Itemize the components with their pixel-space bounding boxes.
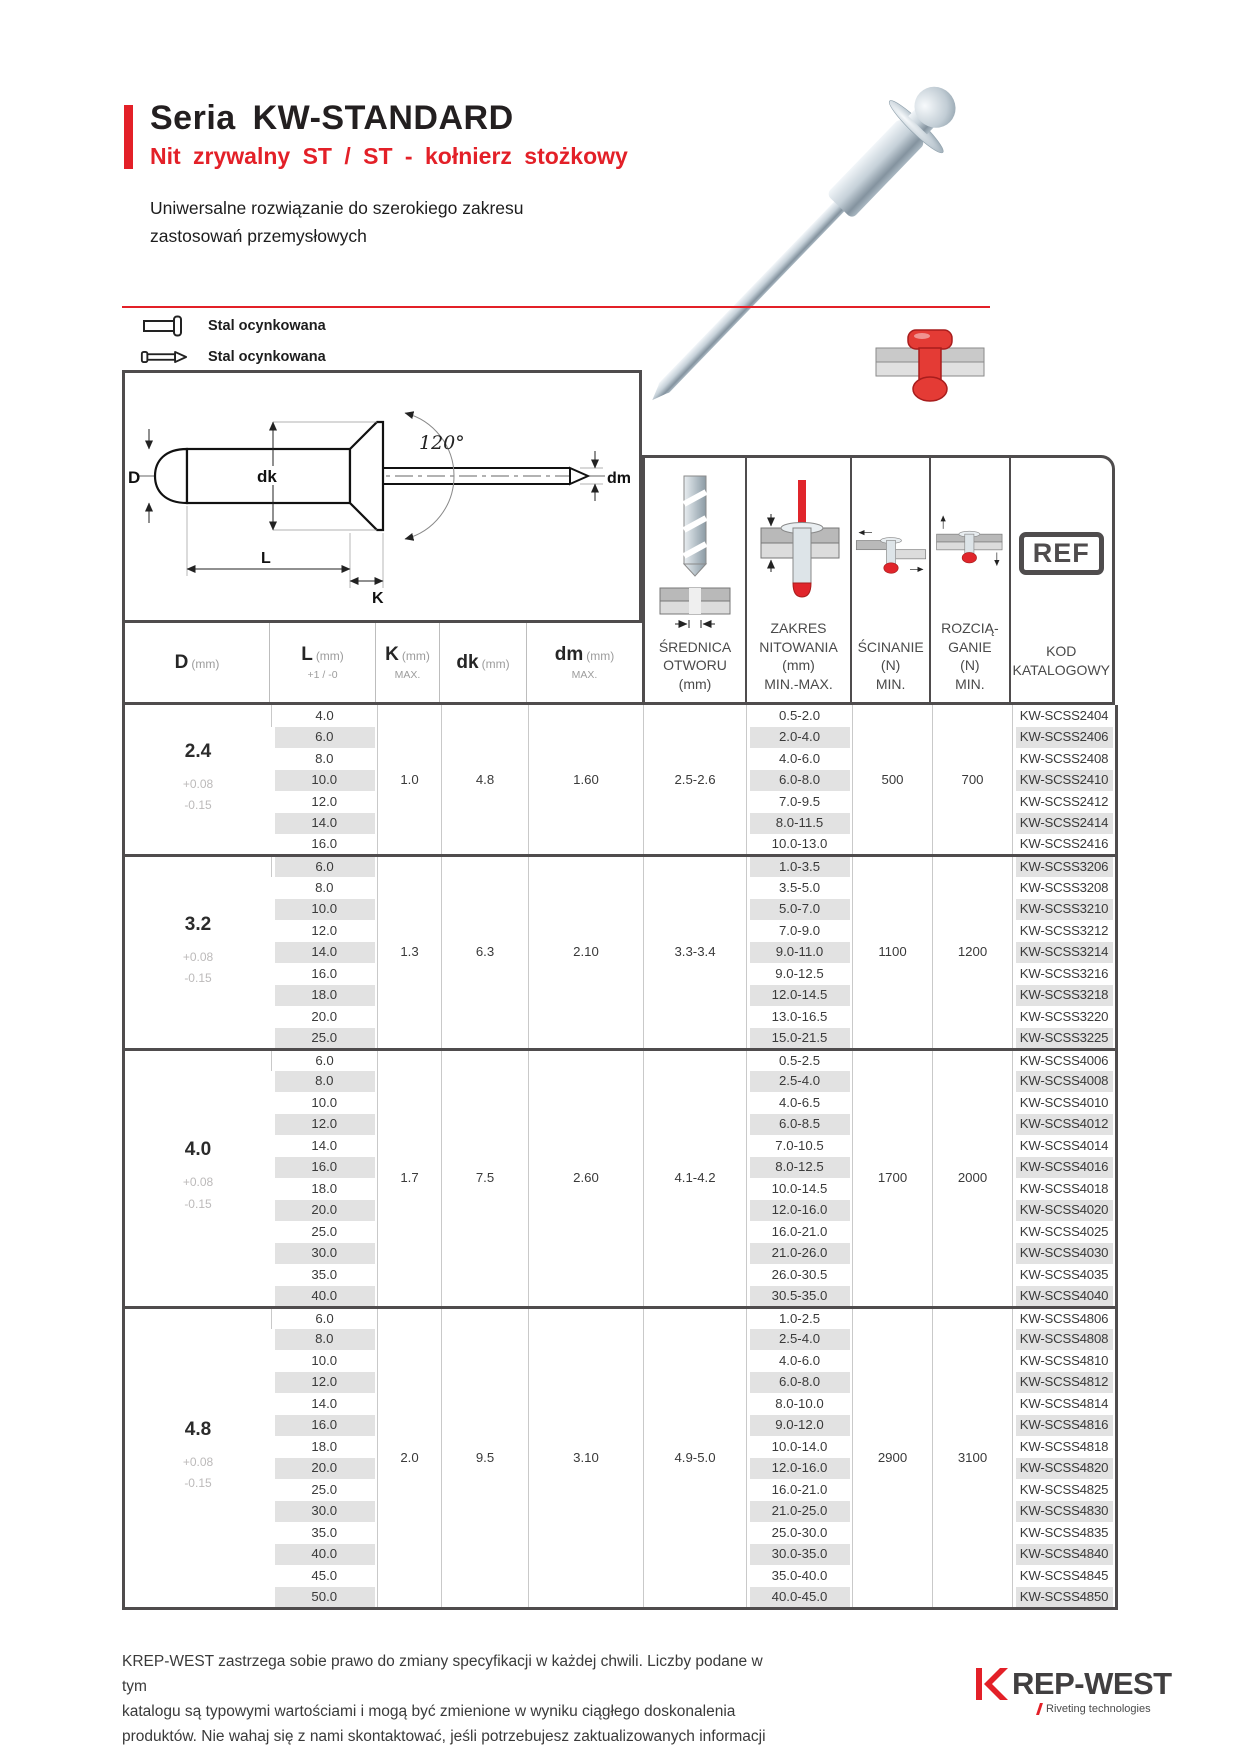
- cell-catalog-code: KW-SCSS4010: [1013, 1092, 1117, 1114]
- cell-dk: 9.5: [442, 1307, 529, 1608]
- cell-length: 10.0: [311, 1352, 338, 1368]
- cell-catalog-code: KW-SCSS2414: [1013, 813, 1117, 835]
- cell-length: 16.0: [311, 965, 338, 981]
- header-dm: dm (mm) MAX.: [554, 644, 615, 681]
- cell-grip-range: 2.5-4.0: [747, 1071, 853, 1093]
- cell-grip-range: 35.0-40.0: [747, 1565, 853, 1587]
- cell-grip-range: 9.0-12.0: [747, 1415, 853, 1437]
- cell-length: 12.0: [311, 793, 338, 809]
- spec-row: [124, 1307, 1117, 1329]
- diameter-value: 2.4: [184, 740, 212, 762]
- header-catalog-code-label: KOD KATALOGOWY: [1012, 643, 1110, 678]
- cell-grip-range: 10.0-14.5: [747, 1178, 853, 1200]
- cell-grip-range: 4.0-6.0: [747, 1350, 853, 1372]
- cell-catalog-code: KW-SCSS4030: [1013, 1243, 1117, 1265]
- cell-length: 6.0: [272, 856, 378, 878]
- cell-grip-range: 9.0-11.0: [747, 942, 853, 964]
- tolerance-minus: -0.15: [184, 1476, 212, 1491]
- cell-catalog-code: KW-SCSS4825: [1013, 1479, 1117, 1501]
- spec-table-grid: [122, 705, 1118, 1610]
- cell-dm: 2.10: [529, 856, 644, 1050]
- cell-length: 10.0: [272, 770, 378, 792]
- dim-label-l: L: [261, 550, 271, 567]
- spec-table: [122, 370, 1115, 1610]
- cell-catalog-code: KW-SCSS3208: [1013, 877, 1117, 899]
- cell-length: 4.0: [272, 705, 378, 727]
- cell-grip-range: 25.0-30.0: [747, 1522, 853, 1544]
- cell-catalog-code: KW-SCSS4830: [1013, 1501, 1117, 1523]
- cell-grip-range: 3.5-5.0: [747, 877, 853, 899]
- cell-length: 25.0: [311, 1223, 338, 1239]
- cell-length: 16.0: [311, 836, 338, 852]
- cell-tensile: 3100: [933, 1307, 1013, 1608]
- cell-length: 8.0: [315, 879, 334, 895]
- cell-length: 10.0: [311, 1094, 338, 1110]
- cell-hole-diameter: 2.5-2.6: [644, 705, 747, 856]
- cell-length: 8.0: [272, 1071, 378, 1093]
- material-item: [140, 310, 326, 341]
- cell-shear: 1100: [853, 856, 933, 1050]
- disclaimer: [122, 1649, 772, 1749]
- cell-diameter: [124, 705, 272, 856]
- cell-k: 1.3: [378, 856, 442, 1050]
- cell-catalog-code: KW-SCSS2406: [1013, 727, 1117, 749]
- cell-length: 30.0: [272, 1243, 378, 1265]
- cell-diameter: [124, 1049, 272, 1307]
- cell-catalog-code: KW-SCSS4814: [1013, 1393, 1117, 1415]
- tensile-icon: [934, 496, 1006, 588]
- cell-catalog-code: KW-SCSS4840: [1013, 1544, 1117, 1566]
- cell-catalog-code: KW-SCSS3216: [1013, 963, 1117, 985]
- cell-grip-range: 7.0-9.5: [747, 791, 853, 813]
- header-d: D (mm): [125, 623, 270, 702]
- cell-catalog-code: KW-SCSS4025: [1013, 1221, 1117, 1243]
- header-catalog-code: [1011, 458, 1113, 702]
- cell-catalog-code: KW-SCSS4018: [1013, 1178, 1117, 1200]
- cell-length: 50.0: [272, 1587, 378, 1609]
- cell-length: 18.0: [272, 985, 378, 1007]
- cell-tensile: 2000: [933, 1049, 1013, 1307]
- spec-row: [124, 856, 1117, 878]
- cell-grip-range: 4.0-6.0: [747, 748, 853, 770]
- cell-length: 20.0: [272, 1200, 378, 1222]
- accent-bar: [124, 105, 133, 169]
- divider-rule: [122, 306, 990, 308]
- logo-wordmark: REP-WEST: [1012, 1666, 1172, 1701]
- logo-sub-accent: [1036, 1703, 1043, 1715]
- table-header: [122, 370, 1115, 705]
- cell-grip-range: 16.0-21.0: [747, 1479, 853, 1501]
- cell-catalog-code: KW-SCSS4806: [1013, 1307, 1117, 1329]
- cell-grip-range: 12.0-14.5: [747, 985, 853, 1007]
- cell-length: 18.0: [311, 1180, 338, 1196]
- tolerance-minus: -0.15: [184, 798, 212, 813]
- cell-length: 14.0: [311, 1137, 338, 1153]
- cell-grip-range: 30.0-35.0: [747, 1544, 853, 1566]
- krep-west-logo: [976, 1666, 1206, 1715]
- header-l: L (mm) +1 / -0: [270, 623, 376, 702]
- spec-row: [124, 705, 1117, 727]
- tolerance-minus: -0.15: [184, 971, 212, 986]
- cell-dm: 3.10: [529, 1307, 644, 1608]
- cell-length: 35.0: [311, 1266, 338, 1282]
- diameter-value: 3.2: [184, 913, 212, 935]
- cell-grip-range: 8.0-12.5: [747, 1157, 853, 1179]
- disclaimer-line: produktów. Nie wahaj się z nami skontaktować, jeśli potrzebujesz zaktualizowanych informacji: [122, 1728, 766, 1746]
- cell-length: 16.0: [272, 1415, 378, 1437]
- cell-length: 12.0: [272, 1372, 378, 1394]
- cell-grip-range: 4.0-6.5: [747, 1092, 853, 1114]
- cell-grip-range: 30.5-35.0: [747, 1286, 853, 1308]
- cell-grip-range: 8.0-11.5: [747, 813, 853, 835]
- cell-catalog-code: KW-SCSS4845: [1013, 1565, 1117, 1587]
- cell-grip-range: 40.0-45.0: [747, 1587, 853, 1609]
- cell-k: 2.0: [378, 1307, 442, 1608]
- cell-grip-range: 26.0-30.5: [747, 1264, 853, 1286]
- cell-length: 14.0: [272, 813, 378, 835]
- description-line: zastosowań przemysłowych: [150, 226, 367, 246]
- rivet-diagram: [125, 373, 639, 620]
- cell-k: 1.7: [378, 1049, 442, 1307]
- header-tensile: [931, 458, 1008, 702]
- cell-catalog-code: KW-SCSS4006: [1013, 1049, 1117, 1071]
- cell-catalog-code: KW-SCSS4820: [1013, 1458, 1117, 1480]
- cell-catalog-code: KW-SCSS2408: [1013, 748, 1117, 770]
- cell-catalog-code: KW-SCSS4818: [1013, 1436, 1117, 1458]
- cell-catalog-code: KW-SCSS4810: [1013, 1350, 1117, 1372]
- cell-grip-range: 9.0-12.5: [747, 963, 853, 985]
- cell-catalog-code: KW-SCSS3214: [1013, 942, 1117, 964]
- shear-icon: [855, 505, 927, 597]
- cell-diameter: [124, 856, 272, 1050]
- cell-grip-range: 12.0-16.0: [747, 1200, 853, 1222]
- cell-grip-range: 8.0-10.0: [747, 1393, 853, 1415]
- cell-grip-range: 2.0-4.0: [747, 727, 853, 749]
- cell-dk: 4.8: [442, 705, 529, 856]
- cell-length: 40.0: [272, 1286, 378, 1308]
- cell-length: 16.0: [272, 1157, 378, 1179]
- tolerance-plus: +0.08: [182, 776, 214, 791]
- header-hole-diameter-label: ŚREDNICA OTWORU (mm): [658, 638, 732, 692]
- logo-tagline: Riveting technologies: [1046, 1703, 1151, 1715]
- cell-catalog-code: KW-SCSS3212: [1013, 920, 1117, 942]
- material-label: Stal ocynkowana: [208, 317, 326, 334]
- header-hole-diameter: [645, 458, 745, 702]
- cell-length: 14.0: [272, 942, 378, 964]
- page-subtitle: Nit zrywalny ST / ST - kołnierz stożkowy: [150, 143, 628, 169]
- cell-length: 6.0: [272, 1307, 378, 1329]
- cell-length: 8.0: [315, 750, 334, 766]
- dim-label-d: D: [128, 468, 141, 487]
- cell-dm: 2.60: [529, 1049, 644, 1307]
- cell-length: 45.0: [311, 1567, 338, 1583]
- header-shear: [852, 458, 929, 702]
- cell-grip-range: 1.0-2.5: [747, 1307, 853, 1329]
- cell-length: 6.0: [272, 1049, 378, 1071]
- cell-length: 18.0: [311, 1438, 338, 1454]
- cell-dm: 1.60: [529, 705, 644, 856]
- cell-length: 14.0: [311, 1395, 338, 1411]
- cell-catalog-code: KW-SCSS2416: [1013, 834, 1117, 856]
- tolerance-plus: +0.08: [182, 1175, 214, 1190]
- rivet-body-icon: [140, 314, 188, 338]
- dim-label-angle: 120°: [419, 432, 465, 454]
- cell-catalog-code: KW-SCSS4035: [1013, 1264, 1117, 1286]
- cell-shear: 500: [853, 705, 933, 856]
- cell-grip-range: 6.0-8.5: [747, 1114, 853, 1136]
- cell-diameter: [124, 1307, 272, 1608]
- cell-grip-range: 10.0-13.0: [747, 834, 853, 856]
- cell-hole-diameter: 4.9-5.0: [644, 1307, 747, 1608]
- cell-grip-range: 21.0-26.0: [747, 1243, 853, 1265]
- cell-grip-range: 5.0-7.0: [747, 899, 853, 921]
- cell-length: 12.0: [272, 1114, 378, 1136]
- cell-length: 6.0: [272, 727, 378, 749]
- cell-grip-range: 10.0-14.0: [747, 1436, 853, 1458]
- cell-catalog-code: KW-SCSS4012: [1013, 1114, 1117, 1136]
- cell-length: 20.0: [272, 1458, 378, 1480]
- page-title: Seria KW-STANDARD: [150, 99, 514, 137]
- header-k: K (mm) MAX.: [376, 623, 440, 702]
- grip-range-icon: [751, 480, 847, 604]
- cell-catalog-code: KW-SCSS4816: [1013, 1415, 1117, 1437]
- cell-dk: 7.5: [442, 1049, 529, 1307]
- rivet-body: [826, 118, 926, 219]
- cell-catalog-code: KW-SCSS4014: [1013, 1135, 1117, 1157]
- cell-length: 40.0: [272, 1544, 378, 1566]
- dim-label-k: K: [372, 590, 384, 607]
- mandrel-icon: [140, 347, 188, 367]
- cell-grip-range: 16.0-21.0: [747, 1221, 853, 1243]
- material-legend: [140, 310, 326, 372]
- disclaimer-line: katalogu są typowymi wartościami i mogą być zmienione w wyniku ciągłego doskonalenia: [122, 1703, 736, 1721]
- material-item: [140, 341, 326, 372]
- cell-grip-range: 13.0-16.5: [747, 1006, 853, 1028]
- cell-length: 8.0: [272, 1329, 378, 1351]
- pictogram-header-band: [642, 455, 1115, 705]
- tolerance-plus: +0.08: [182, 949, 214, 964]
- spec-row: [124, 1049, 1117, 1071]
- cell-length: 25.0: [311, 1481, 338, 1497]
- cell-grip-range: 0.5-2.5: [747, 1049, 853, 1071]
- mandrel-shaft: [657, 192, 853, 395]
- cell-tensile: 1200: [933, 856, 1013, 1050]
- cell-catalog-code: KW-SCSS2410: [1013, 770, 1117, 792]
- cell-catalog-code: KW-SCSS4040: [1013, 1286, 1117, 1308]
- cell-length: 10.0: [272, 899, 378, 921]
- cell-tensile: 700: [933, 705, 1013, 856]
- cell-catalog-code: KW-SCSS4020: [1013, 1200, 1117, 1222]
- cell-catalog-code: KW-SCSS3220: [1013, 1006, 1117, 1028]
- cell-grip-range: 12.0-16.0: [747, 1458, 853, 1480]
- cell-grip-range: 21.0-25.0: [747, 1501, 853, 1523]
- cell-dk: 6.3: [442, 856, 529, 1050]
- cell-grip-range: 0.5-2.0: [747, 705, 853, 727]
- rivet-diagram-box: [122, 370, 642, 623]
- cell-shear: 1700: [853, 1049, 933, 1307]
- tolerance-plus: +0.08: [182, 1454, 214, 1469]
- cell-catalog-code: KW-SCSS4812: [1013, 1372, 1117, 1394]
- cell-grip-range: 15.0-21.5: [747, 1028, 853, 1050]
- cell-catalog-code: KW-SCSS4008: [1013, 1071, 1117, 1093]
- cell-catalog-code: KW-SCSS3225: [1013, 1028, 1117, 1050]
- tolerance-minus: -0.15: [184, 1196, 212, 1211]
- cell-catalog-code: KW-SCSS3218: [1013, 985, 1117, 1007]
- cell-grip-range: 2.5-4.0: [747, 1329, 853, 1351]
- cell-catalog-code: KW-SCSS4850: [1013, 1587, 1117, 1609]
- material-label: Stal ocynkowana: [208, 348, 326, 365]
- disclaimer-line: KREP-WEST zastrzega sobie prawo do zmiany specyfikacji w każdej chwili. Liczby podane w tym: [122, 1653, 763, 1696]
- cell-catalog-code: KW-SCSS2412: [1013, 791, 1117, 813]
- dim-label-dk: dk: [257, 467, 277, 486]
- cell-catalog-code: KW-SCSS4835: [1013, 1522, 1117, 1544]
- cell-shear: 2900: [853, 1307, 933, 1608]
- drill-icon: [649, 472, 741, 630]
- cell-grip-range: 6.0-8.0: [747, 770, 853, 792]
- cell-length: 20.0: [311, 1008, 338, 1024]
- header-dk: dk (mm): [440, 623, 527, 702]
- diameter-value: 4.8: [184, 1418, 212, 1440]
- cell-hole-diameter: 3.3-3.4: [644, 856, 747, 1050]
- cell-grip-range: 6.0-8.0: [747, 1372, 853, 1394]
- cell-length: 35.0: [311, 1524, 338, 1540]
- header-tensile-label: ROZCIĄ- GANIE (N) MIN.: [941, 620, 999, 692]
- cell-grip-range: 7.0-9.0: [747, 920, 853, 942]
- dim-label-dm: dm: [607, 470, 631, 487]
- header-shear-label: ŚCINANIE (N) MIN.: [857, 638, 924, 692]
- cell-catalog-code: KW-SCSS2404: [1013, 705, 1117, 727]
- page-description: [150, 194, 524, 250]
- cell-length: 25.0: [272, 1028, 378, 1050]
- logo-k-mark: [976, 1668, 1010, 1700]
- cell-catalog-code: KW-SCSS4016: [1013, 1157, 1117, 1179]
- cell-grip-range: 1.0-3.5: [747, 856, 853, 878]
- diameter-value: 4.0: [184, 1139, 212, 1161]
- cell-k: 1.0: [378, 705, 442, 856]
- description-line: Uniwersalne rozwiązanie do szerokiego zakresu: [150, 198, 524, 218]
- cell-hole-diameter: 4.1-4.2: [644, 1049, 747, 1307]
- cell-catalog-code: KW-SCSS4808: [1013, 1329, 1117, 1351]
- cell-catalog-code: KW-SCSS3210: [1013, 899, 1117, 921]
- cell-grip-range: 7.0-10.5: [747, 1135, 853, 1157]
- cell-length: 30.0: [272, 1501, 378, 1523]
- ref-icon: REF: [1019, 532, 1104, 575]
- dimension-header-band: [122, 623, 642, 705]
- cell-length: 12.0: [311, 922, 338, 938]
- header-grip-range: [747, 458, 850, 702]
- cell-catalog-code: KW-SCSS3206: [1013, 856, 1117, 878]
- header-grip-range-label: ZAKRES NITOWANIA (mm) MIN.-MAX.: [759, 620, 838, 692]
